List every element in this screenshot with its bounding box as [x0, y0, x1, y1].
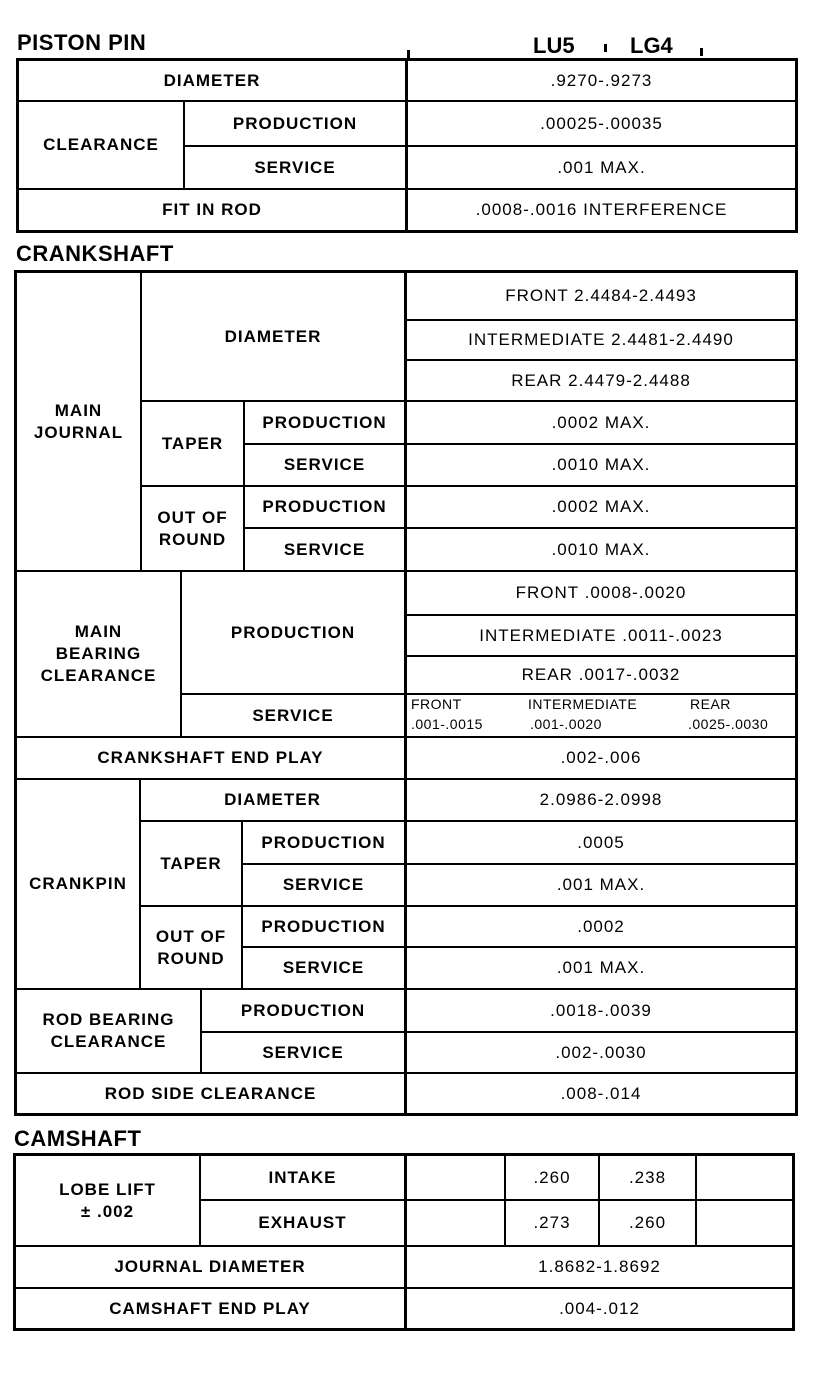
- pp-service-value: .001 MAX.: [557, 157, 646, 177]
- camshaft-end-play-label: CAMSHAFT END PLAY: [109, 1298, 311, 1318]
- pp-fit-label: FIT IN ROD: [162, 200, 262, 219]
- rod-side-clearance-value: .008-.014: [560, 1083, 642, 1103]
- mbc-service-intermediate-value: .001-.0020: [530, 716, 602, 732]
- mj-intermediate-value: INTERMEDIATE 2.4481-2.4490: [468, 330, 734, 349]
- mj-oor-service-value: .0010 MAX.: [551, 539, 651, 559]
- crankshaft-end-play-label: CRANKSHAFT END PLAY: [97, 748, 324, 767]
- column-header-lg4: LG4: [630, 33, 673, 58]
- mbc-service-rear-label: REAR: [690, 696, 731, 712]
- intake-lg4-value: .238: [628, 1167, 667, 1187]
- intake-lu5-value: .260: [533, 1167, 571, 1187]
- mbc-rear-value: REAR .0017-.0032: [521, 665, 681, 684]
- header-tick: [604, 44, 607, 52]
- exhaust-lu5-value: .273: [533, 1213, 571, 1232]
- cp-oor-service-label: SERVICE: [282, 958, 365, 977]
- camshaft-end-play-value: .004-.012: [559, 1298, 640, 1318]
- journal-diameter-value: 1.8682-1.8692: [538, 1257, 661, 1276]
- rod-side-clearance-label: ROD SIDE CLEARANCE: [104, 1083, 317, 1103]
- rod-bearing-clearance-label: ROD BEARING CLEARANCE: [42, 1010, 175, 1051]
- mbc-intermediate-value: INTERMEDIATE .0011-.0023: [479, 625, 723, 645]
- pp-production-label: PRODUCTION: [232, 113, 358, 133]
- cp-oor-production-value: .0002: [577, 916, 625, 936]
- cp-diameter-label: DIAMETER: [224, 790, 321, 809]
- mj-oor-service-label: SERVICE: [283, 539, 366, 559]
- cp-taper-production-value: .0005: [577, 832, 625, 852]
- journal-diameter-label: JOURNAL DIAMETER: [114, 1257, 306, 1276]
- crankshaft-end-play-value: .002-.006: [560, 748, 642, 767]
- pp-fit-value: .0008-.0016 INTERFERENCE: [475, 200, 728, 219]
- mj-taper-service-label: SERVICE: [283, 455, 366, 474]
- mbc-production-label: PRODUCTION: [230, 622, 356, 642]
- crankshaft-title: CRANKSHAFT: [16, 241, 174, 266]
- mj-taper-label: TAPER: [161, 433, 224, 453]
- rbc-service-value: .002-.0030: [555, 1042, 647, 1062]
- intake-label: INTAKE: [268, 1167, 337, 1187]
- mj-oor-production-value: .0002 MAX.: [551, 497, 651, 516]
- header-tick: [700, 48, 703, 56]
- cp-taper-production-label: PRODUCTION: [261, 832, 386, 852]
- mbc-service-rear-value: .0025-.0030: [688, 716, 769, 732]
- mj-oor-label: OUT OF ROUND: [157, 507, 228, 549]
- mj-taper-production-label: PRODUCTION: [262, 412, 387, 432]
- column-header-lu5: LU5: [533, 33, 575, 58]
- mj-oor-production-label: PRODUCTION: [262, 497, 387, 516]
- cp-oor-production-label: PRODUCTION: [261, 916, 386, 936]
- mbc-service-front-label: FRONT: [411, 696, 462, 712]
- exhaust-label: EXHAUST: [258, 1213, 347, 1232]
- crankpin-label: CRANKPIN: [29, 874, 127, 893]
- pp-clearance-label: CLEARANCE: [43, 135, 159, 154]
- mbc-service-label: SERVICE: [252, 705, 334, 725]
- mbc-service-intermediate-label: INTERMEDIATE: [528, 696, 638, 712]
- cp-taper-service-value: .001 MAX.: [556, 875, 646, 894]
- mj-rear-value: REAR 2.4479-2.4488: [511, 370, 691, 390]
- cp-taper-label: TAPER: [160, 853, 222, 873]
- pp-diameter-label: DIAMETER: [163, 70, 261, 90]
- mbc-service-front-value: .001-.0015: [411, 716, 483, 732]
- camshaft-title: CAMSHAFT: [14, 1126, 142, 1151]
- rbc-service-label: SERVICE: [262, 1042, 344, 1062]
- lobe-lift-label: LOBE LIFT ± .002: [59, 1179, 156, 1221]
- exhaust-lg4-value: .260: [628, 1213, 667, 1232]
- main-journal-label: MAIN JOURNAL: [33, 400, 124, 442]
- mj-taper-production-value: .0002 MAX.: [551, 412, 651, 432]
- cp-oor-service-value: .001 MAX.: [556, 958, 646, 977]
- rbc-production-label: PRODUCTION: [240, 1000, 366, 1020]
- cp-taper-service-label: SERVICE: [282, 875, 365, 894]
- pp-service-label: SERVICE: [254, 157, 336, 177]
- mj-front-value: FRONT 2.4484-2.4493: [505, 286, 697, 305]
- pp-production-value: .00025-.00035: [540, 113, 663, 133]
- mj-diameter-label: DIAMETER: [224, 326, 322, 346]
- cp-diameter-value: 2.0986-2.0998: [539, 790, 663, 809]
- rbc-production-value: .0018-.0039: [550, 1000, 652, 1020]
- pp-diameter-value: .9270-.9273: [550, 70, 653, 90]
- header-tick: [407, 50, 410, 58]
- cp-oor-label: OUT OF ROUND: [155, 926, 227, 968]
- main-bearing-clearance-label: MAIN BEARING CLEARANCE: [40, 622, 157, 685]
- piston-pin-title: PISTON PIN: [17, 30, 147, 55]
- mbc-front-value: FRONT .0008-.0020: [515, 583, 687, 602]
- mj-taper-service-value: .0010 MAX.: [551, 455, 651, 474]
